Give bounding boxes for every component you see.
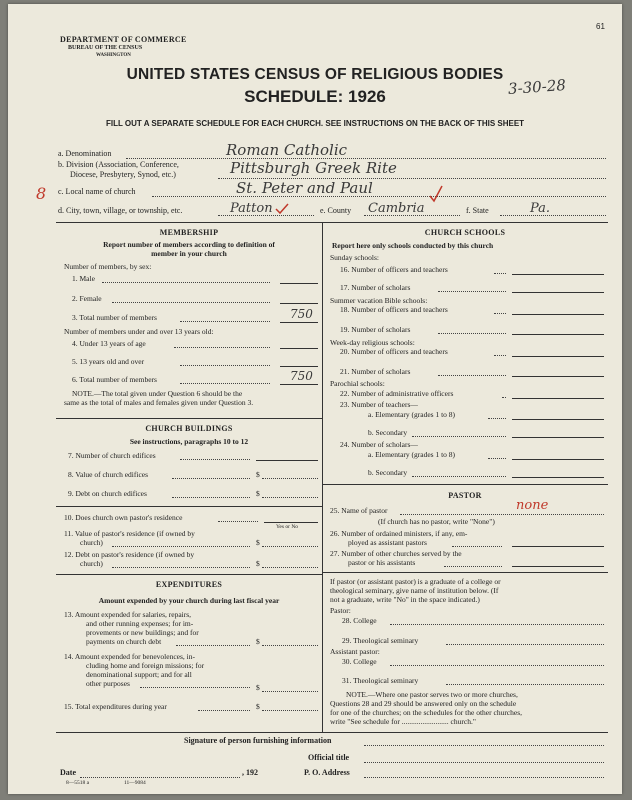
q13-line-3: provements or new buildings; and for <box>86 628 199 637</box>
q24b-label: b. Secondary <box>368 468 408 477</box>
pastor-heading: PASTOR <box>448 491 482 500</box>
department-line: DEPARTMENT OF COMMERCE <box>60 35 187 44</box>
q3-total-value: 750 <box>290 307 313 321</box>
q5-over13-label: 5. 13 years old and over <box>72 357 145 366</box>
q31-label: 31. Theological seminary <box>342 676 419 685</box>
q22-label: 22. Number of administrative officers <box>340 389 454 398</box>
q14-line-1: 14. Amount expended for benevolences, in- <box>64 652 196 661</box>
schools-heading: CHURCH SCHOOLS <box>424 228 506 237</box>
summer-schools-label: Summer vacation Bible schools: <box>330 296 428 305</box>
q26-label-2: ployed as assistant pastors <box>348 538 427 547</box>
red-check-mark <box>274 202 290 216</box>
membership-intro-2: member in your church <box>151 249 227 258</box>
frame-top-rule <box>56 222 608 223</box>
q25-pastor-value: none <box>516 498 549 513</box>
q27-label-2: pastor or his assistants <box>348 558 416 567</box>
graduate-instructions-2: theological seminary, give name of institution below. (If <box>330 586 499 595</box>
q27-label-1: 27. Number of other churches served by the <box>330 549 462 558</box>
city-label: d. City, town, village, or township, etc. <box>58 206 183 215</box>
official-title-label: Official title <box>308 753 350 762</box>
pastor-note-1: NOTE.—Where one pastor serves two or more churches, <box>346 690 518 699</box>
pastor-note-3: for one of the churches; on the schedules for the other churches, <box>330 708 523 717</box>
membership-note-1: NOTE.—The total given under Question 6 should be the <box>72 389 243 398</box>
signature-label: Signature of person furnishing information <box>184 736 332 745</box>
parochial-schools-label: Parochial schools: <box>330 379 385 388</box>
q23b-label: b. Secondary <box>368 428 408 437</box>
form-title: UNITED STATES CENSUS OF RELIGIOUS BODIES <box>126 66 504 83</box>
q3-total-label: 3. Total number of members <box>72 313 157 322</box>
sunday-schools-label: Sunday schools: <box>330 253 379 262</box>
instruction-banner: FILL OUT A SEPARATE SCHEDULE FOR EACH CHURCH. SEE INSTRUCTIONS ON THE BACK OF THIS SHEET <box>105 119 525 128</box>
q18-label: 18. Number of officers and teachers <box>340 305 448 314</box>
margin-red-mark: 8 <box>36 184 47 203</box>
q14-line-2: cluding home and foreign missions; for <box>86 661 205 670</box>
assistant-pastor-label: Assistant pastor: <box>330 647 380 656</box>
weekday-schools-label: Week-day religious schools: <box>330 338 415 347</box>
schools-sub: Report here only schools conducted by this church <box>332 241 494 250</box>
q20-label: 20. Number of officers and teachers <box>340 347 448 356</box>
state-label: f. State <box>466 206 489 215</box>
buildings-sub: See instructions, paragraphs 10 to 12 <box>129 437 249 446</box>
q26-label-1: 26. Number of ordained ministers, if any, em- <box>330 529 468 538</box>
q24-label: 24. Number of scholars— <box>340 440 418 449</box>
membership-age-label: Number of members under and over 13 years old: <box>64 327 214 336</box>
q14-line-3: denominational support; and for all <box>86 670 192 679</box>
q4-under13-label: 4. Under 13 years of age <box>72 339 146 348</box>
q25-label: 25. Name of pastor <box>330 506 388 515</box>
q13-line-1: 13. Amount expended for salaries, repairs, <box>64 610 192 619</box>
date-label: Date <box>60 768 76 777</box>
county-value: Cambria <box>368 201 425 216</box>
q30-label: 30. College <box>342 657 377 666</box>
q23-label: 23. Number of teachers— <box>340 400 418 409</box>
expenditures-heading: EXPENDITURES <box>155 580 223 589</box>
q13-line-2: and other running expenses; for im- <box>86 619 194 628</box>
membership-sex-label: Number of members, by sex: <box>64 262 152 271</box>
buildings-heading: CHURCH BUILDINGS <box>145 424 233 433</box>
date-stamp: 3-30-28 <box>507 76 567 98</box>
pastor-sub-label: Pastor: <box>330 606 351 615</box>
q24a-label: a. Elementary (grades 1 to 8) <box>368 450 456 459</box>
q6-total-value: 750 <box>290 369 313 383</box>
q12-label-1: 12. Debt on pastor's residence (if owned by <box>64 550 195 559</box>
frame-bottom-rule <box>56 732 608 733</box>
division-label-line2: Diocese, Presbytery, Synod, etc.) <box>70 170 176 179</box>
bureau-line: BUREAU OF THE CENSUS <box>68 45 143 51</box>
page-number: 61 <box>596 22 605 31</box>
q12-label-2: church) <box>80 559 103 568</box>
q2-female-label: 2. Female <box>72 294 102 303</box>
q28-label: 28. College <box>342 616 377 625</box>
census-schedule-sheet: 61 DEPARTMENT OF COMMERCE BUREAU OF THE CENSUS WASHINGTON UNITED STATES CENSUS OF RELIGIOUS BODIES SCHEDULE: 1926 3-30-28 FILL OUT A SEPARATE SCHEDULE FOR EACH CHURCH. SEE INSTRUCTIONS ON THE BACK OF THIS SHEET 8 a. Denomination Roman Catholic b. Division (Association, Conference, Diocese, Presbytery, Synod, etc.) Pittsburgh Greek Rite c. Local name of church St. Peter and Paul d. City, town, village, or township, etc. Patton e. County Cambria f. State Pa. MEMBERSHIP Report number of members according to definition of member in your church Number of members, by sex: 1. Male 2. Female 3. Total number of members 750 Number of members under and over 13 years old: 4. Under 13 years of age 5. 13 years old and over 6. Total number of members 750 NOTE.—The total given under Question 6 should be the same as the total of males and females given under Question 3. CHURCH BUILDINGS See instructions, paragraphs 10 to 12 7. Number of church edifices 8. Value of church edifices $ 9. Debt on church edifices $ 10. Does church own pastor's residence Yes or No 11. Value of pastor's residence (if owned by church) $ 12. Debt on pastor's residence (if owned by church) $ EXPENDITURES Amount expended by your church during last fiscal year 13. Amount expended for salaries, repairs, and other running expenses; for im- provements or new buildings; and for payments on church debt $ 14. Amount expended for benevolences, in- cluding home and foreign missions; for denominational support; and for all other purposes $ 15. Total expenditures during year $ CHURCH SCHOOLS Report here only schools conducted by this church Sunday schools: 16. Number of officers and teachers 17. Number of scholars Summer vacation Bible schools: 18. Number of officers and teachers 19. Number of scholars Week-day religious schools: 20. Number of officers and teachers 21. Number of scholars Parochial schools: 22. Number of administrative officers 23. Number of teachers— a. Elementary (grades 1 to 8) b. Secondary 24. Number of scholars— a. Elementary (grades 1 to 8) b. Secondary PASTOR 25. Name of pastor none (If church has no pastor, write "None") 26. Number of ordained ministers, if any, em- ployed as assistant pastors 27. Number of other churches served by the pastor or his assistants If pastor (or assistant pastor) is a graduate of a college or theological seminary, give name of institution below. (If not a graduate, write "No" in the space indicated.) Pastor: 28. College 29. Theological seminary Assistant pastor: 30. College 31. Theological seminary NOTE.—Where one pastor serves two or more churches, Questions 28 and 29 should be answered only on the schedule for one of the churches; on the schedules for the other churches, write "See schedule for ......................... church." Signature of person furnishing information Official title Date , 192 P. O. Address 8—5518 a 11—9084 <box>8 4 622 794</box>
yes-no-hint: Yes or No <box>276 524 299 530</box>
denomination-label: a. Denomination <box>58 149 112 158</box>
membership-intro-1: Report number of members according to definition of <box>103 240 275 249</box>
expenditures-sub: Amount expended by your church during last fiscal year <box>98 596 280 605</box>
q6-total-label: 6. Total number of members <box>72 375 157 384</box>
margin-note-line2 <box>0 56 1 329</box>
q1-male-label: 1. Male <box>72 274 95 283</box>
q15-label: 15. Total expenditures during year <box>64 702 167 711</box>
q14-line-4: other purposes <box>86 679 130 688</box>
state-value: Pa. <box>530 201 551 216</box>
q19-label: 19. Number of scholars <box>340 325 411 334</box>
division-label-line1: b. Division (Association, Conference, <box>58 160 179 169</box>
q29-label: 29. Theological seminary <box>342 636 419 645</box>
pastor-note-2: Questions 28 and 29 should be answered only on the schedule <box>330 699 517 708</box>
county-label: e. County <box>320 206 352 215</box>
year-label: , 192 <box>242 768 258 777</box>
denomination-value: Roman Catholic <box>226 141 348 159</box>
washington-line: WASHINGTON <box>96 53 131 58</box>
church-name-label: c. Local name of church <box>58 187 136 196</box>
q16-label: 16. Number of officers and teachers <box>340 265 448 274</box>
q25-note: (If church has no pastor, write "None") <box>378 517 495 526</box>
q13-line-4: payments on church debt <box>86 637 162 646</box>
form-subtitle: SCHEDULE: 1926 <box>244 87 386 106</box>
q11-label-2: church) <box>80 538 103 547</box>
q10-label: 10. Does church own pastor's residence <box>64 513 183 522</box>
q17-label: 17. Number of scholars <box>340 283 411 292</box>
red-check-mark-county <box>428 184 444 204</box>
print-number: 11—9084 <box>124 780 146 786</box>
q9-label: 9. Debt on church edifices <box>68 489 147 498</box>
q8-label: 8. Value of church edifices <box>68 470 149 479</box>
q11-label-1: 11. Value of pastor's residence (if owned by <box>64 529 195 538</box>
q7-label: 7. Number of church edifices <box>68 451 156 460</box>
pastor-note-4: write "See schedule for ......................... church." <box>330 717 476 726</box>
city-value: Patton <box>230 201 273 216</box>
frame-center-rule <box>322 222 323 732</box>
church-name-value: St. Peter and Paul <box>236 179 373 197</box>
membership-note-2: same as the total of males and females given under Question 3. <box>64 398 254 407</box>
q21-label: 21. Number of scholars <box>340 367 411 376</box>
graduate-instructions-3: not a graduate, write "No" in the space indicated.) <box>330 595 480 604</box>
division-value: Pittsburgh Greek Rite <box>230 159 397 177</box>
po-address-label: P. O. Address <box>304 768 350 777</box>
q23a-label: a. Elementary (grades 1 to 8) <box>368 410 456 419</box>
membership-heading: MEMBERSHIP <box>159 228 219 237</box>
form-number: 8—5518 a <box>66 780 90 786</box>
graduate-instructions-1: If pastor (or assistant pastor) is a graduate of a college or <box>330 577 501 586</box>
